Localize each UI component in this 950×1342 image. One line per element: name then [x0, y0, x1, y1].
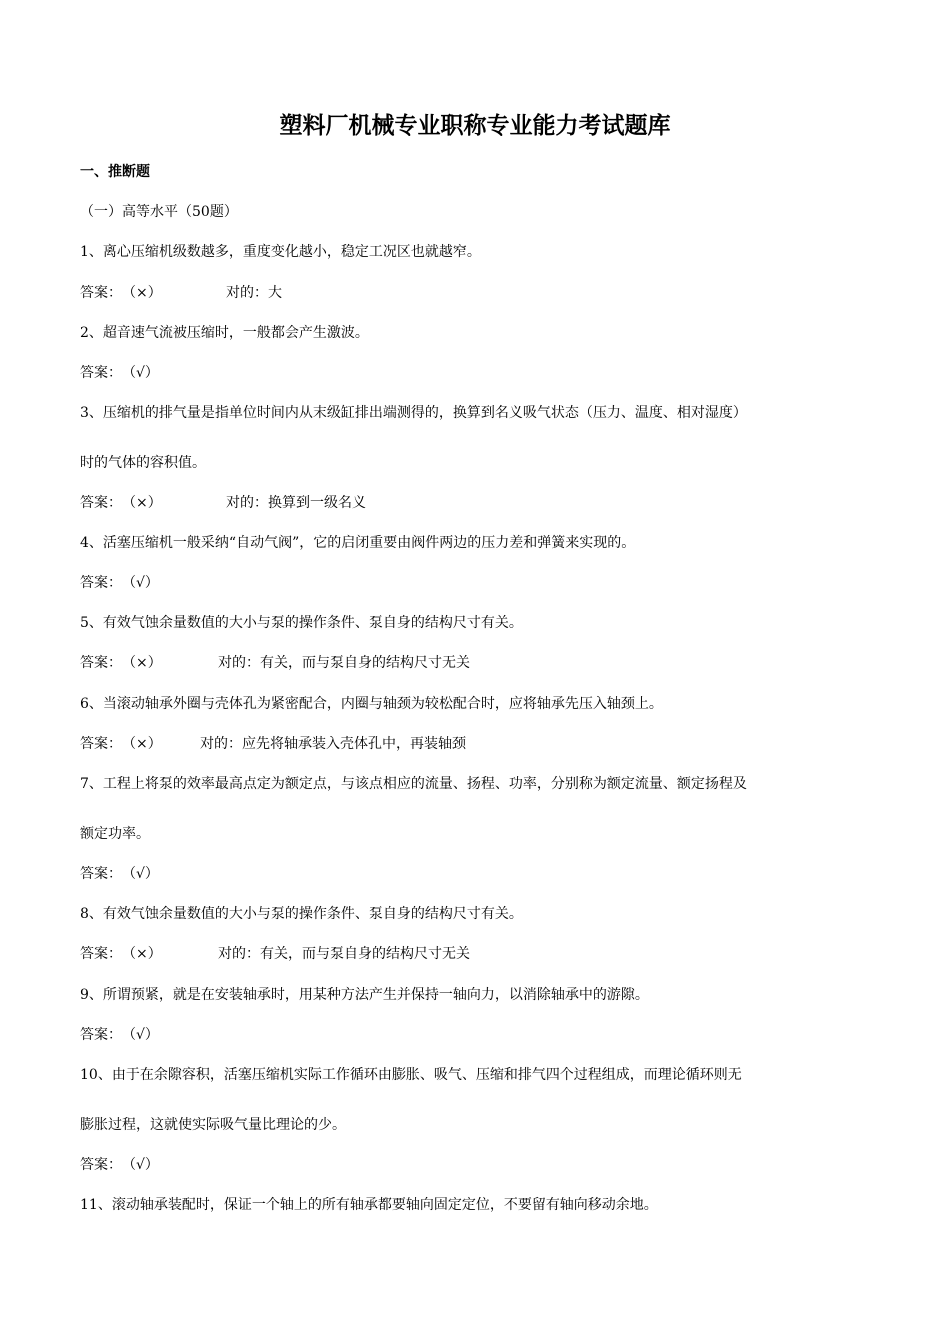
question-7-line-2: 额定功率。: [80, 826, 150, 842]
section-heading: 一、推断题: [80, 164, 150, 180]
answer-mark: （√）: [122, 866, 159, 882]
answer-2: [80, 361, 880, 385]
question-11-line-1: 11、滚动轴承装配时，保证一个轴上的所有轴承都要轴向固定定位，不要留有轴向移动余地。: [80, 1197, 658, 1213]
answer-label: 答案：: [80, 655, 122, 671]
answer-label: 答案：: [80, 1027, 122, 1043]
answer-8: [80, 942, 880, 966]
question-7-line-1: 7、工程上将泵的效率最高点定为额定点，与该点相应的流量、扬程、功率，分别称为额定流量、额定扬程及: [80, 776, 747, 792]
answer-label: 答案：: [80, 575, 122, 591]
question-1-line-1: 1、离心压缩机级数越多，重度变化越小，稳定工况区也就越窄。: [80, 244, 481, 260]
answer-label: 答案：: [80, 736, 122, 752]
answer-label: 答案：: [80, 866, 122, 882]
question-6-line-1: 6、当滚动轴承外圈与壳体孔为紧密配合，内圈与轴颈为较松配合时，应将轴承先压入轴颈上。: [80, 696, 663, 712]
answer-mark: （×）: [122, 655, 162, 671]
answer-label: 答案：: [80, 1157, 122, 1173]
answer-mark: （√）: [122, 1027, 159, 1043]
question-3-line-2: 时的气体的容积值。: [80, 455, 206, 471]
answer-label: 答案：: [80, 365, 122, 381]
question-10-line-1: 10、由于在余隙容积，活塞压缩机实际工作循环由膨胀、吸气、压缩和排气四个过程组成，而理论循环则无: [80, 1067, 742, 1083]
answer-mark: （√）: [122, 1157, 159, 1173]
sub-heading: （一）高等水平（50题）: [80, 204, 238, 220]
question-3-line-1: 3、压缩机的排气量是指单位时间内从末级缸排出端测得的，换算到名义吸气状态（压力、温度、相对湿度）: [80, 405, 747, 421]
answer-label: 答案：: [80, 285, 122, 301]
answer-mark: （×）: [122, 285, 162, 301]
answer-4: [80, 571, 880, 595]
answer-correction: 对的：换算到一级名义: [226, 495, 366, 511]
question-5-line-1: 5、有效气蚀余量数值的大小与泵的操作条件、泵自身的结构尺寸有关。: [80, 615, 523, 631]
answer-3: [80, 491, 880, 515]
answer-label: 答案：: [80, 946, 122, 962]
answer-correction: 对的：大: [226, 285, 282, 301]
answer-correction: 对的：有关，而与泵自身的结构尺寸无关: [218, 946, 470, 962]
answer-10: [80, 1153, 880, 1177]
question-10-line-2: 膨胀过程，这就使实际吸气量比理论的少。: [80, 1117, 346, 1133]
question-8-line-1: 8、有效气蚀余量数值的大小与泵的操作条件、泵自身的结构尺寸有关。: [80, 906, 523, 922]
document-title: 塑料厂机械专业职称专业能力考试题库: [279, 113, 671, 139]
question-2-line-1: 2、超音速气流被压缩时，一般都会产生激波。: [80, 325, 369, 341]
answer-6: [80, 732, 880, 756]
answer-label: 答案：: [80, 495, 122, 511]
question-4-line-1: 4、活塞压缩机一般采纳“自动气阀”，它的启闭重要由阀件两边的压力差和弹簧来实现的。: [80, 535, 636, 551]
question-9-line-1: 9、所谓预紧，就是在安装轴承时，用某种方法产生并保持一轴向力，以消除轴承中的游隙。: [80, 987, 649, 1003]
answer-7: [80, 862, 880, 886]
answer-mark: （×）: [122, 736, 162, 752]
answer-5: [80, 651, 880, 675]
answer-correction: 对的：应先将轴承装入壳体孔中，再装轴颈: [200, 736, 466, 752]
answer-correction: 对的：有关，而与泵自身的结构尺寸无关: [218, 655, 470, 671]
answer-mark: （×）: [122, 495, 162, 511]
answer-mark: （√）: [122, 575, 159, 591]
answer-mark: （√）: [122, 365, 159, 381]
answer-1: [80, 281, 880, 305]
answer-mark: （×）: [122, 946, 162, 962]
answer-9: [80, 1023, 880, 1047]
